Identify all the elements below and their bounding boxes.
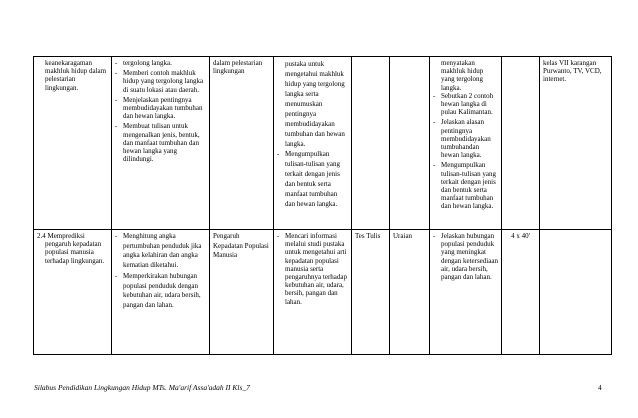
teknik-cell	[352, 230, 390, 355]
pengalaman-item: - Mengumpulkan tulisan-tulisan yang terkait dengan jenis dan bentuk serta manfaat tumbuhan dan hewan langka.	[277, 149, 348, 209]
materi-cell	[210, 230, 274, 355]
kd-cell	[34, 230, 112, 355]
materi-text: Pengaruh Kepadatan Populasi Manusia	[213, 232, 269, 259]
kegiatan-item: - Memberi contoh makhluk hidup yang tergolong langka di suatu lokasi atau daerah.	[115, 69, 206, 94]
materi-cell	[210, 57, 274, 230]
kegiatan-item: - Memperkirakan hubungan populasi penduduk dengan kebutuhan air, udara bersih, pangan dan lahan.	[115, 272, 206, 310]
kd-cell	[34, 57, 112, 230]
syllabus-table	[33, 56, 612, 355]
kegiatan-item: - Menghitung angka pertumbuhan penduduk jika angka kelahiran dan angka kematian diketahui.	[115, 232, 206, 270]
bentuk-cell	[390, 230, 430, 355]
contoh-cell	[430, 57, 502, 230]
contoh-item: - Mengumpulkan tulisan-tulisan yang terkait dengan jenis dan bentuk serta manfaat tumbuhan dan hewan langka.	[433, 161, 498, 210]
sumber-cell	[540, 230, 612, 355]
waktu-cell	[502, 230, 540, 355]
materi-text: dalam pelestarian lingkungan	[213, 59, 263, 76]
table-row	[34, 230, 612, 355]
sumber-text: kelas VII karangan Purwanto, TV, VCD, internet.	[543, 59, 602, 84]
bentuk-text: Uraian	[393, 232, 413, 240]
pengalaman-item: - Mencari informasi melalui studi pustaka untuk mengetahui arti kepadatan populasi manusia serta pengaruhnya terhadap kebutuhan air, udara, bersih, pangan dan lahan.	[277, 232, 348, 306]
pengalaman-cell	[274, 230, 352, 355]
kd-number: 2.4 Memprediksi	[37, 232, 85, 240]
kd-text: keanekaragaman makhluk hidup dalam pelestarian lingkungan.	[45, 59, 107, 92]
contoh-cell	[430, 230, 502, 355]
kd-text: pengaruh kepadatan populasi manusia terhadap lingkungan.	[45, 240, 105, 265]
contoh-item: - Jelaskan hubungan populasi penduduk yang meningkat dengan ketersediaan air, udara bersih, pangan dan lahan.	[433, 232, 498, 281]
table-row	[34, 57, 612, 230]
kegiatan-cell	[112, 57, 210, 230]
bentuk-cell	[390, 57, 430, 230]
teknik-text: Tes Tulis	[355, 232, 381, 240]
footer-title: Silabus Pendidikan Lingkungan Hidup MTs. Ma'arif Assa'adah II Kls_7	[34, 383, 250, 392]
contoh-item: menyatakan makhluk hidup yang tergolong langka.	[441, 59, 484, 92]
waktu-cell	[502, 57, 540, 230]
waktu-text: 4 x 40'	[511, 232, 530, 240]
kegiatan-item: - Membuat tulisan untuk mengenalkan jenis, bentuk, dan manfaat tumbuhan dan hewan langka yang dilindungi.	[115, 122, 206, 163]
kegiatan-item: - Menjelaskan pentingnya membudidayakan tumbuhan dan hewan langka.	[115, 96, 206, 121]
pengalaman-cell	[274, 57, 352, 230]
kegiatan-item: tergolong langka.	[123, 59, 172, 67]
contoh-item: - Sebutkan 2 contoh hewan langka di pulau Kalimantan.	[433, 92, 498, 117]
teknik-cell	[352, 57, 390, 230]
sumber-cell	[540, 57, 612, 230]
page-number: 4	[598, 383, 602, 392]
pengalaman-item: pustaka untuk mengetahui makhluk hidup yang tergolong langka serta menumuskan pentingnya membudidayakan tumbuhan dan hewan langka.	[285, 60, 345, 148]
contoh-item: - Jelaskan alasan pentingnya membudidayakan tumbuhandan hewan langka.	[433, 118, 498, 159]
kegiatan-cell	[112, 230, 210, 355]
